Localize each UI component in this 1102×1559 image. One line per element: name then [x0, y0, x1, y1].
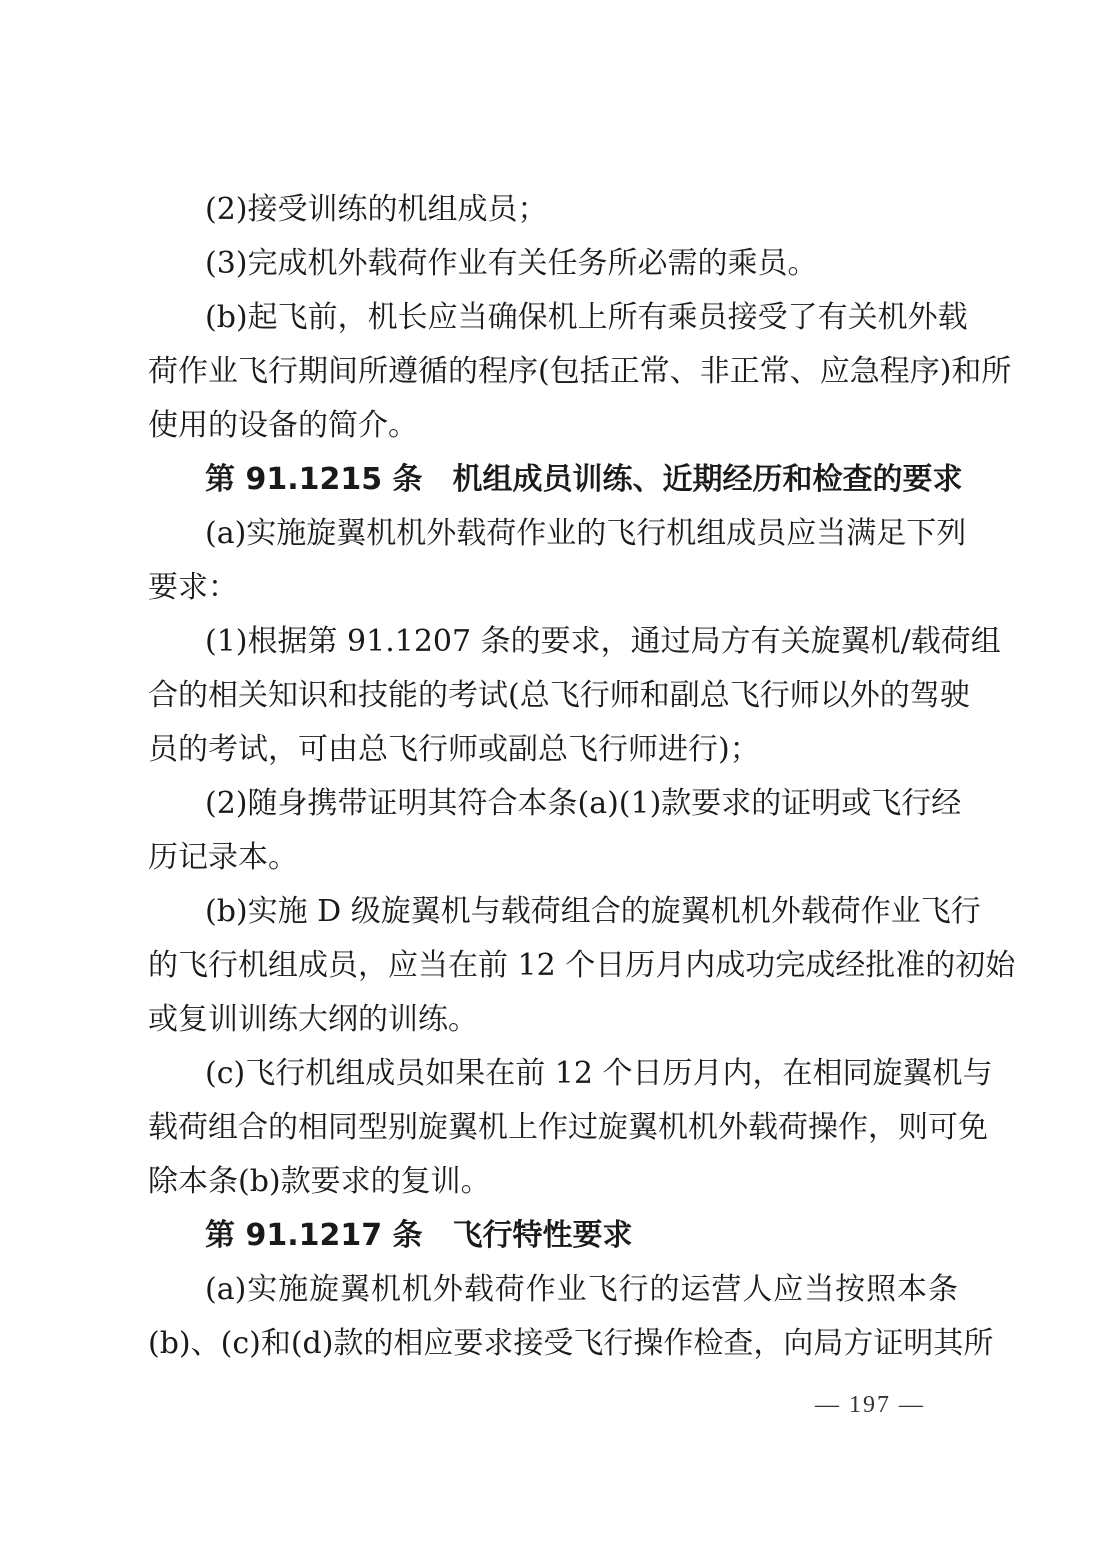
paragraph-line: 荷作业飞行期间所遵循的程序(包括正常、非正常、应急程序)和所 — [148, 354, 1012, 389]
article-title: 机组成员训练、近期经历和检查的要求 — [452, 462, 963, 497]
article-number: 第 91.1217 条 — [205, 1218, 423, 1253]
paragraph-line: (b)、(c)和(d)款的相应要求接受飞行操作检查，向局方证明其所 — [148, 1326, 994, 1361]
paragraph-line: 员的考试，可由总飞行师或副总飞行师进行)； — [148, 732, 760, 767]
page-number: — 197 — — [815, 1392, 925, 1418]
paragraph-line: (3)完成机外载荷作业有关任务所必需的乘员。 — [205, 246, 818, 281]
paragraph-line: 合的相关知识和技能的考试(总飞行师和副总飞行师以外的驾驶 — [148, 678, 970, 713]
paragraph-line: (b)起飞前，机长应当确保机上所有乘员接受了有关机外载 — [205, 300, 968, 335]
paragraph-line: 或复训训练大纲的训练。 — [148, 1002, 478, 1037]
paragraph-line: 载荷组合的相同型别旋翼机上作过旋翼机机外载荷操作，则可免 — [148, 1110, 988, 1145]
paragraph-line: (b)实施 D 级旋翼机与载荷组合的旋翼机机外载荷作业飞行 — [205, 894, 981, 929]
paragraph-line: 的飞行机组成员，应当在前 12 个日历月内成功完成经批准的初始 — [148, 948, 1016, 983]
paragraph-line: 要求： — [148, 570, 238, 605]
paragraph-line: 历记录本。 — [148, 840, 298, 875]
paragraph-line: (a)实施旋翼机机外载荷作业的飞行机组成员应当满足下列 — [205, 516, 967, 551]
paragraph-line: (1)根据第 91.1207 条的要求，通过局方有关旋翼机/载荷组 — [205, 624, 1001, 659]
article-heading-91-1217 — [205, 1216, 958, 1256]
paragraph-line: (2)接受训练的机组成员； — [205, 192, 548, 227]
paragraph-line: 除本条(b)款要求的复训。 — [148, 1164, 491, 1199]
paragraph-line: 使用的设备的简介。 — [148, 408, 418, 443]
paragraph-line: (2)随身携带证明其符合本条(a)(1)款要求的证明或飞行经 — [205, 786, 962, 821]
article-number: 第 91.1215 条 — [205, 462, 423, 497]
article-heading-91-1215 — [205, 460, 963, 500]
article-title: 飞行特性要求 — [452, 1218, 633, 1253]
paragraph-line: (a)实施旋翼机机外载荷作业飞行的运营人应当按照本条 — [205, 1272, 958, 1307]
paragraph-line: (c)飞行机组成员如果在前 12 个日历月内，在相同旋翼机与 — [205, 1056, 993, 1091]
